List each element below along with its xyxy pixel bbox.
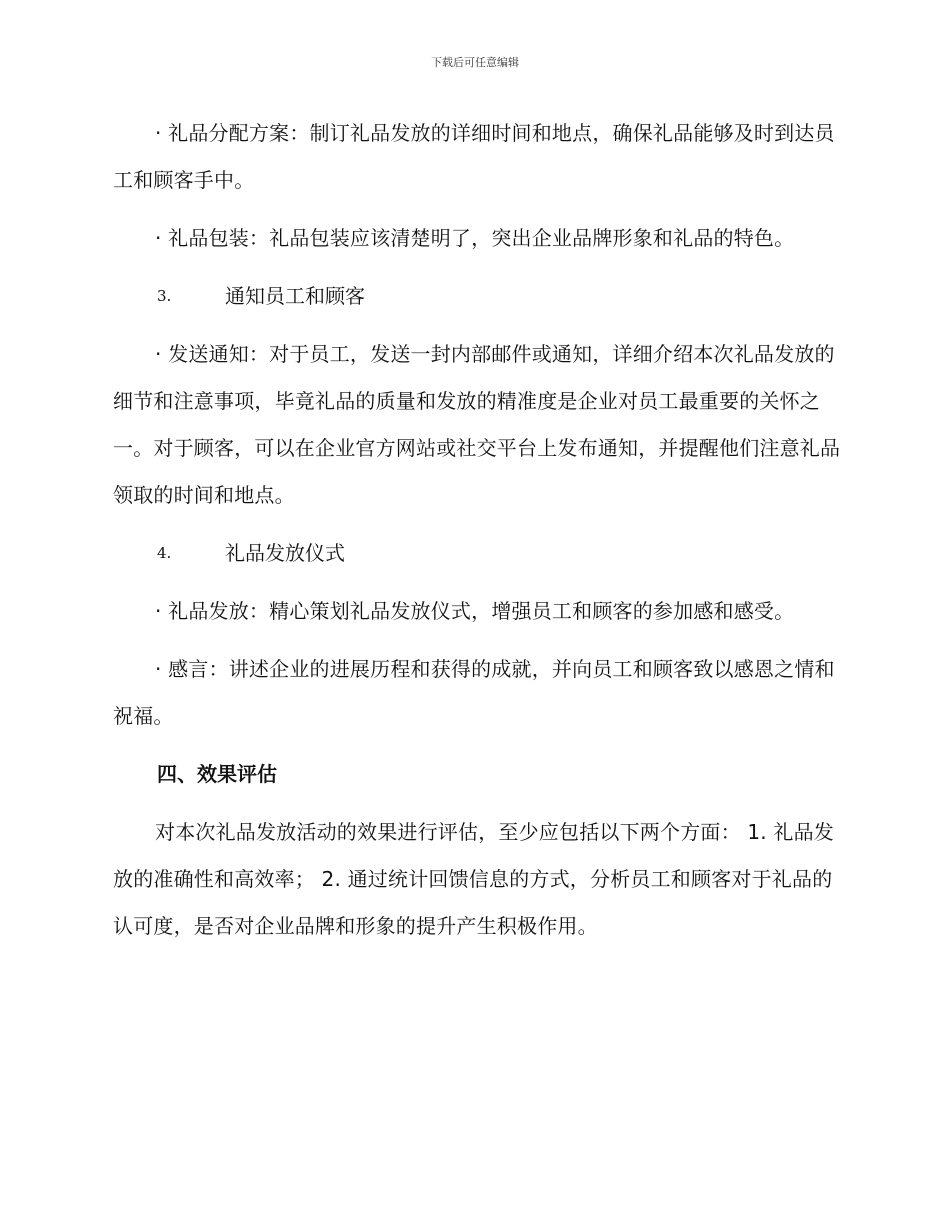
paragraph-speech: · 感言：讲述企业的进展历程和获得的成就，并向员工和顾客致以感恩之情和祝福。 [113, 657, 835, 728]
section-heading-evaluation: 四、效果评估 [157, 762, 277, 786]
numbered-item-4 [113, 530, 841, 577]
paragraph-send-notice: · 发送通知：对于员工，发送一封内部邮件或通知，详细介绍本次礼品发放的细节和注意事项，毕竟礼品的质量和发放的精准度是企业对员工最重要的关怀之一。对于顾客，可以在企业官方网站或社交平台上发布通知，并提醒他们注意礼品领取的时间和地点。 [113, 342, 841, 507]
item-number: 4. [157, 544, 172, 562]
document-body [113, 110, 841, 961]
paragraph-gift-ceremony: · 礼品发放：精心策划礼品发放仪式，增强员工和顾客的参加感和感受。 [155, 599, 795, 623]
item-title: 礼品发放仪式 [225, 541, 345, 565]
page-header: 下载后可任意编辑 [431, 56, 519, 69]
paragraph-gift-distribution-plan: · 礼品分配方案：制订礼品发放的详细时间和地点，确保礼品能够及时到达员工和顾客手中。 [113, 121, 835, 192]
paragraph-evaluation: 对本次礼品发放活动的效果进行评估，至少应包括以下两个方面： 1. 礼品发放的准确性和高效率； 2. 通过统计回馈信息的方式，分析员工和顾客对于礼品的认可度，是否对企业品牌和形象的提升产生积极作用。 [113, 820, 834, 938]
numbered-item-3 [113, 273, 841, 320]
paragraph-gift-packaging: · 礼品包装：礼品包装应该清楚明了，突出企业品牌形象和礼品的特色。 [155, 226, 795, 250]
item-title: 通知员工和顾客 [225, 284, 365, 308]
item-number: 3. [157, 287, 172, 305]
